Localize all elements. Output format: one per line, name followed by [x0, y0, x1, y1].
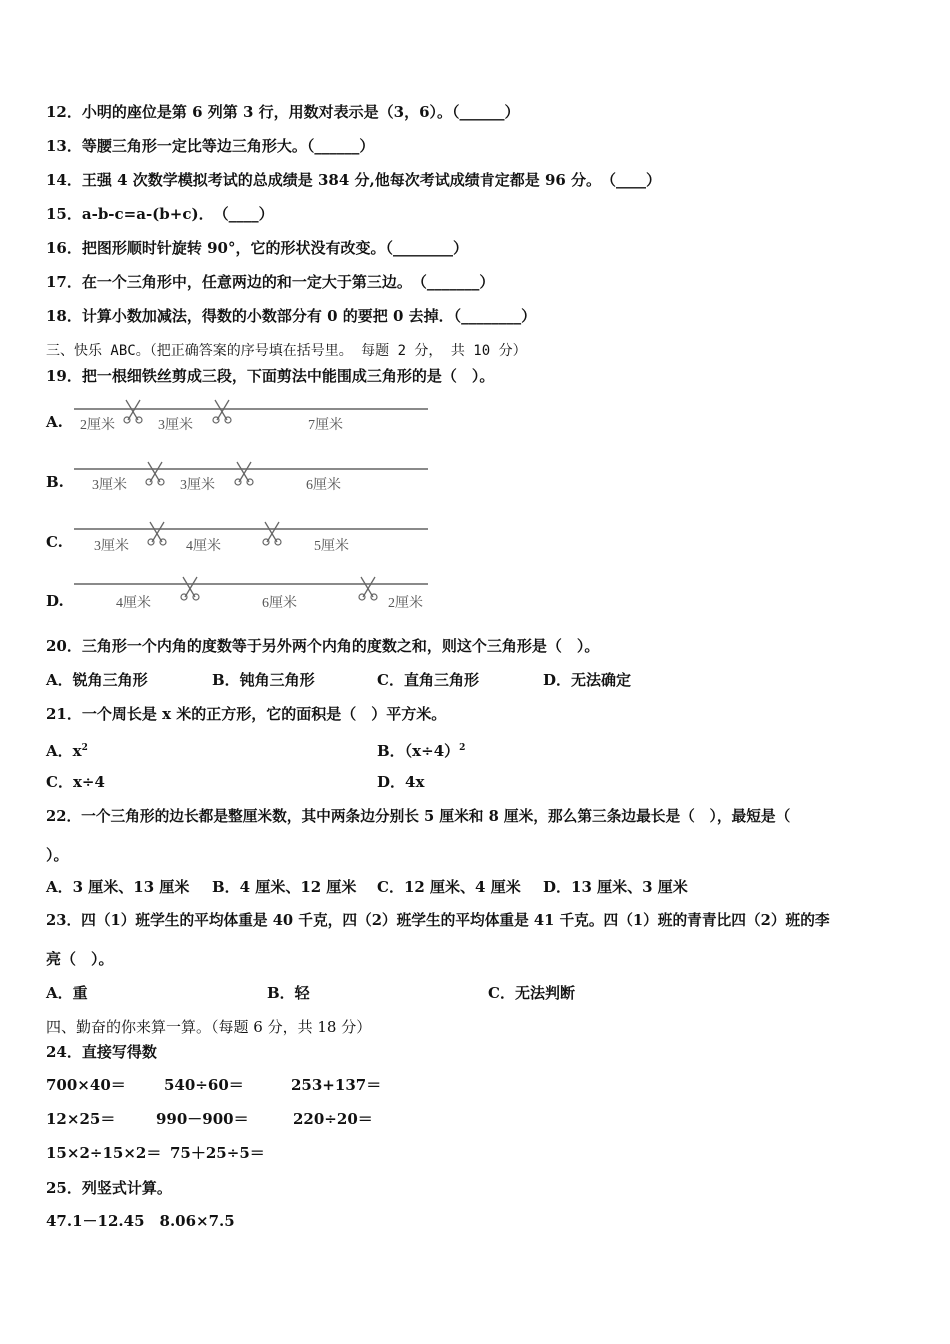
calc-item: 12×25＝ [46, 1110, 116, 1128]
question-12: 12．小明的座位是第 6 列第 3 行，用数对表示是（3，6）。（______） [46, 103, 520, 121]
figure-option-a [46, 398, 446, 458]
question-24: 24．直接写得数 [46, 1043, 157, 1061]
q20-option-a: A．锐角三角形 [46, 671, 148, 689]
figure-option-d [46, 575, 446, 635]
question-19: 19．把一根细铁丝剪成三段，下面剪法中能围成三角形的是（ ）。 [46, 367, 495, 385]
question-23-line-1: 23．四（1）班学生的平均体重是 40 千克，四（2）班学生的平均体重是 41 千克。四（1）班的青青比四（2）班的李 [46, 912, 830, 929]
question-15: 15．a-b-c=a-(b+c)． （____） [46, 205, 274, 223]
figure-option-b [46, 458, 446, 518]
scissors-icon [144, 460, 166, 486]
segment-label: 5厘米 [314, 539, 349, 554]
question-22-line-2: ）。 [46, 846, 69, 864]
segment-label: 6厘米 [306, 478, 341, 493]
figure-a-letter: A. [46, 413, 63, 431]
q21-option-a-text: A．x [46, 742, 82, 760]
exponent: 2 [459, 743, 466, 753]
question-16: 16．把图形顺时针旋转 90°，它的形状没有改变。（________） [46, 239, 468, 257]
question-18: 18．计算小数加减法，得数的小数部分有 0 的要把 0 去掉．（________） [46, 307, 537, 325]
exponent: 2 [81, 743, 88, 753]
calc-item: 700×40＝ [46, 1076, 126, 1094]
calc-item: 540÷60＝ [164, 1076, 244, 1094]
scissors-icon [233, 460, 255, 486]
question-23-line-2: 亮（ ）。 [46, 950, 114, 968]
calc-item: 253+137＝ [291, 1076, 382, 1094]
q22-option-a: A．3 厘米、13 厘米 [46, 878, 190, 896]
q21-option-c: C．x÷4 [46, 773, 105, 791]
calc-item: 75＋25÷5＝ [170, 1144, 265, 1162]
wire-line [74, 528, 428, 530]
question-13: 13．等腰三角形一定比等边三角形大。（______） [46, 137, 375, 155]
scissors-icon [122, 398, 144, 424]
figure-b-letter: B. [46, 473, 64, 491]
segment-label: 3厘米 [94, 539, 129, 554]
q21-option-b [377, 738, 465, 761]
scissors-icon [261, 520, 283, 546]
segment-label: 4厘米 [186, 539, 221, 554]
calc-item: 15×2÷15×2＝ [46, 1144, 162, 1162]
segment-label: 3厘米 [180, 478, 215, 493]
question-17: 17．在一个三角形中，任意两边的和一定大于第三边。 （_______） [46, 273, 495, 291]
scissors-icon [179, 575, 201, 601]
question-25: 25．列竖式计算。 [46, 1179, 172, 1197]
segment-label: 3厘米 [92, 478, 127, 493]
calc-item: 990－900＝ [156, 1110, 249, 1128]
question-22-line-1: 22．一个三角形的边长都是整厘米数，其中两条边分别长 5 厘米和 8 厘米，那么第三条边最长是（ ），最短是（ [46, 808, 791, 825]
calc-item: 220÷20＝ [293, 1110, 373, 1128]
segment-label: 3厘米 [158, 418, 193, 433]
figure-option-c [46, 518, 446, 578]
q21-option-b-text: B．（x÷4） [377, 742, 460, 760]
q22-option-b: B．4 厘米、12 厘米 [212, 878, 357, 896]
q23-option-b: B．轻 [267, 984, 310, 1002]
q20-option-d: D．无法确定 [543, 671, 632, 689]
section-3-heading: 三、快乐 ABC。（把正确答案的序号填在括号里。 每题 2 分， 共 10 分） [46, 343, 527, 359]
q21-option-d: D．4x [377, 773, 425, 791]
question-21: 21．一个周长是 x 米的正方形，它的面积是（ ）平方米。 [46, 705, 447, 723]
section-4-heading: 四、勤奋的你来算一算。（每题 6 分，共 18 分） [46, 1018, 372, 1036]
segment-label: 6厘米 [262, 596, 297, 611]
q20-option-b: B．钝角三角形 [212, 671, 315, 689]
scissors-icon [211, 398, 233, 424]
q23-option-a: A．重 [46, 984, 88, 1002]
scissors-icon [146, 520, 168, 546]
scissors-icon [357, 575, 379, 601]
figure-c-letter: C. [46, 533, 63, 551]
question-20: 20．三角形一个内角的度数等于另外两个内角的度数之和，则这个三角形是（ ）。 [46, 637, 600, 655]
segment-label: 2厘米 [80, 418, 115, 433]
q20-option-c: C．直角三角形 [377, 671, 479, 689]
question-14: 14．王强 4 次数学模拟考试的总成绩是 384 分,他每次考试成绩肯定都是 96 分。 （____） [46, 171, 662, 189]
figure-d-letter: D. [46, 592, 64, 610]
q22-option-d: D．13 厘米、3 厘米 [543, 878, 688, 896]
segment-label: 4厘米 [116, 596, 151, 611]
q21-option-a [46, 738, 88, 761]
segment-label: 7厘米 [308, 418, 343, 433]
vertical-calc-items: 47.1－12.45 8.06×7.5 [46, 1212, 235, 1230]
q23-option-c: C．无法判断 [488, 984, 575, 1002]
q22-option-c: C．12 厘米、4 厘米 [377, 878, 521, 896]
segment-label: 2厘米 [388, 596, 423, 611]
